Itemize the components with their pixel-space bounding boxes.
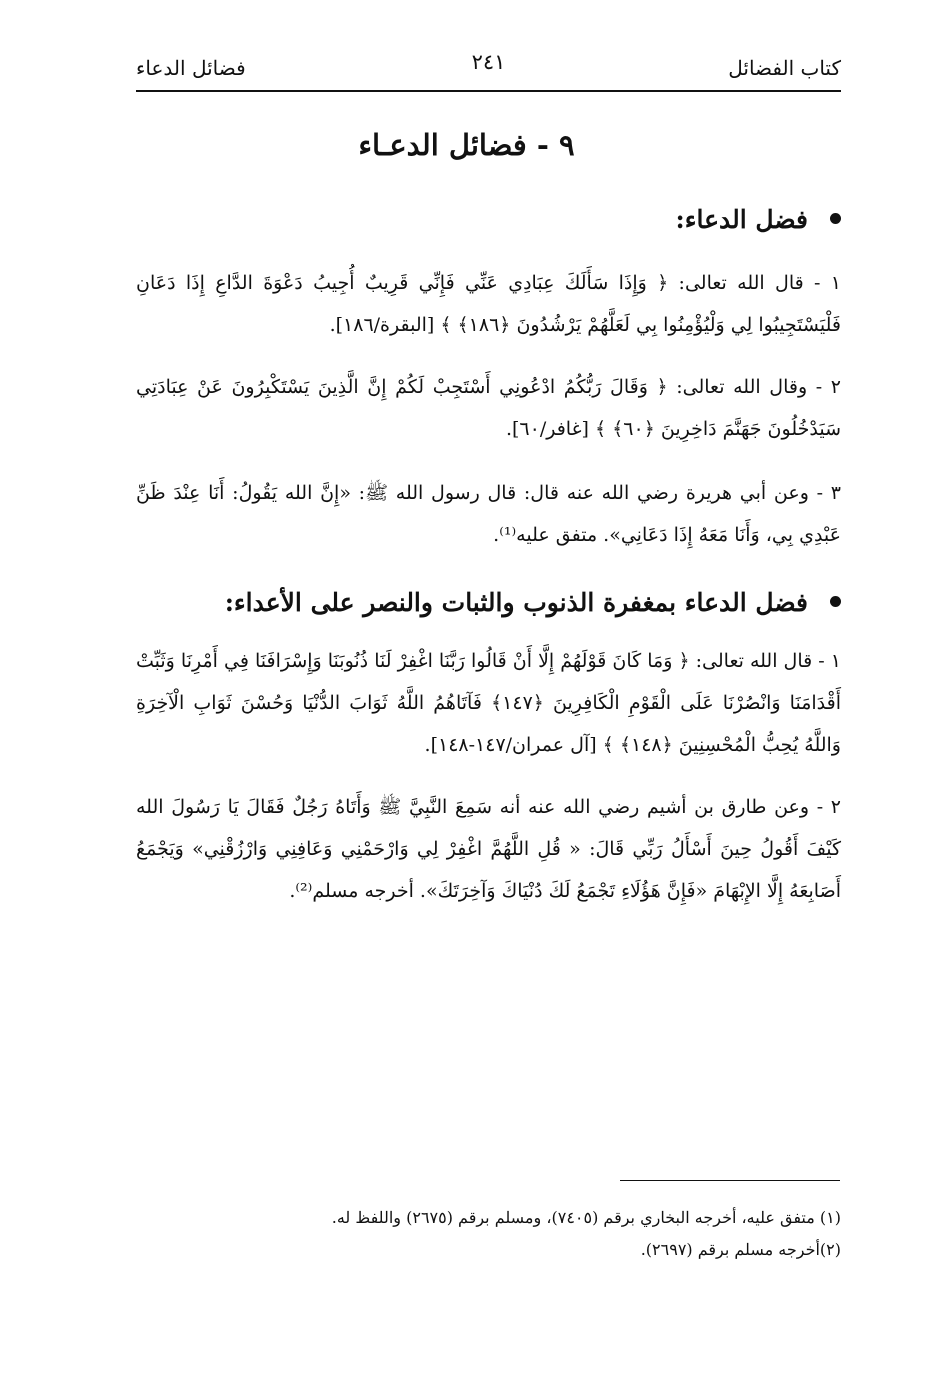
- chapter-running-title: فضائل الدعاء: [136, 56, 246, 80]
- page-header: [136, 44, 841, 92]
- paragraph: ٢ - وقال الله تعالى: ﴿ وَقَالَ رَبُّكُمُ ادْعُونِي أَسْتَجِبْ لَكُمْ إِنَّ الَّذِينَ يَسْتَكْبِرُونَ عَنْ عِبَادَتِي سَيَدْخُلُونَ جَهَنَّمَ دَاخِرِينَ ﴿٦٠﴾ ﴾ [غافر/٦٠].: [136, 376, 841, 440]
- footnote: (٢)أخرجه مسلم برقم (٢٦٩٧).: [640, 1240, 841, 1259]
- chapter-title: ٩ - فضائل الدعـاء: [358, 128, 575, 162]
- paragraph: ١ - قال الله تعالى: ﴿ وَإِذَا سَأَلَكَ عِبَادِي عَنِّي فَإِنِّي قَرِيبٌ أُجِيبُ دَعْوَةَ الدَّاعِ إِذَا دَعَانِ فَلْيَسْتَجِيبُوا لِي وَلْيُؤْمِنُوا بِي لَعَلَّهُمْ يَرْشُدُونَ ﴿١٨٦﴾ ﴾ [البقرة/١٨٦].: [136, 272, 841, 336]
- footnote: (١) متفق عليه، أخرجه البخاري برقم (٧٤٠٥)، ومسلم برقم (٢٦٧٥) واللفظ له.: [331, 1208, 841, 1227]
- section-heading: [676, 205, 841, 234]
- paragraph: ١ - قال الله تعالى: ﴿ وَمَا كَانَ قَوْلَهُمْ إِلَّا أَنْ قَالُوا رَبَّنَا اغْفِرْ لَنَا ذُنُوبَنَا وَإِسْرَافَنَا فِي أَمْرِنَا وَثَبِّتْ أَقْدَامَنَا وَانْصُرْنَا عَلَى الْقَوْمِ الْكَافِرِينَ ﴿١٤٧﴾ فَآتَاهُمُ اللَّهُ ثَوَابَ الدُّنْيَا وَحُسْنَ ثَوَابِ الْآخِرَةِ وَاللَّهُ يُحِبُّ الْمُحْسِنِينَ ﴿١٤٨﴾ ﴾ [آل عمران/١٤٧-١٤٨].: [136, 650, 841, 756]
- section-heading-text: فضل الدعاء:: [675, 205, 808, 234]
- bullet-icon: [830, 213, 841, 224]
- section-heading: [225, 588, 841, 617]
- paragraph: ٣ - وعن أبي هريرة رضي الله عنه قال: قال رسول الله ﷺ: «إِنَّ الله يَقُولُ: أَنَا عِنْدَ ظَنِّ عَبْدِي بِي، وَأَنَا مَعَهُ إِذَا دَعَانِي». متفق عليه⁽¹⁾.: [136, 482, 841, 546]
- bullet-icon: [830, 596, 841, 607]
- book-title: كتاب الفضائل: [728, 56, 841, 80]
- section-heading-text: فضل الدعاء بمغفرة الذنوب والثبات والنصر على الأعداء:: [224, 588, 808, 617]
- footnote-divider: [620, 1180, 840, 1181]
- paragraph: ٢ - وعن طارق بن أشيم رضي الله عنه أنه سَمِعَ النَّبِيَّ ﷺ وَأَتَاهُ رَجُلٌ فَقَالَ يَا رَسُولَ الله كَيْفَ أَقُولُ حِينَ أَسْأَلُ رَبِّي قَالَ: « قُلِ اللَّهُمَّ اغْفِرْ لِي وَارْحَمْنِي وَعَافِنِي وَارْزُقْنِي» وَيَجْمَعُ أَصَابِعَهُ إِلَّا الإِبْهَامَ «فَإِنَّ هَؤُلَاءِ تَجْمَعُ لَكَ دُنْيَاكَ وَآخِرَتَكَ». أخرجه مسلم⁽²⁾.: [136, 796, 841, 902]
- page-number: ٢٤١: [471, 50, 506, 74]
